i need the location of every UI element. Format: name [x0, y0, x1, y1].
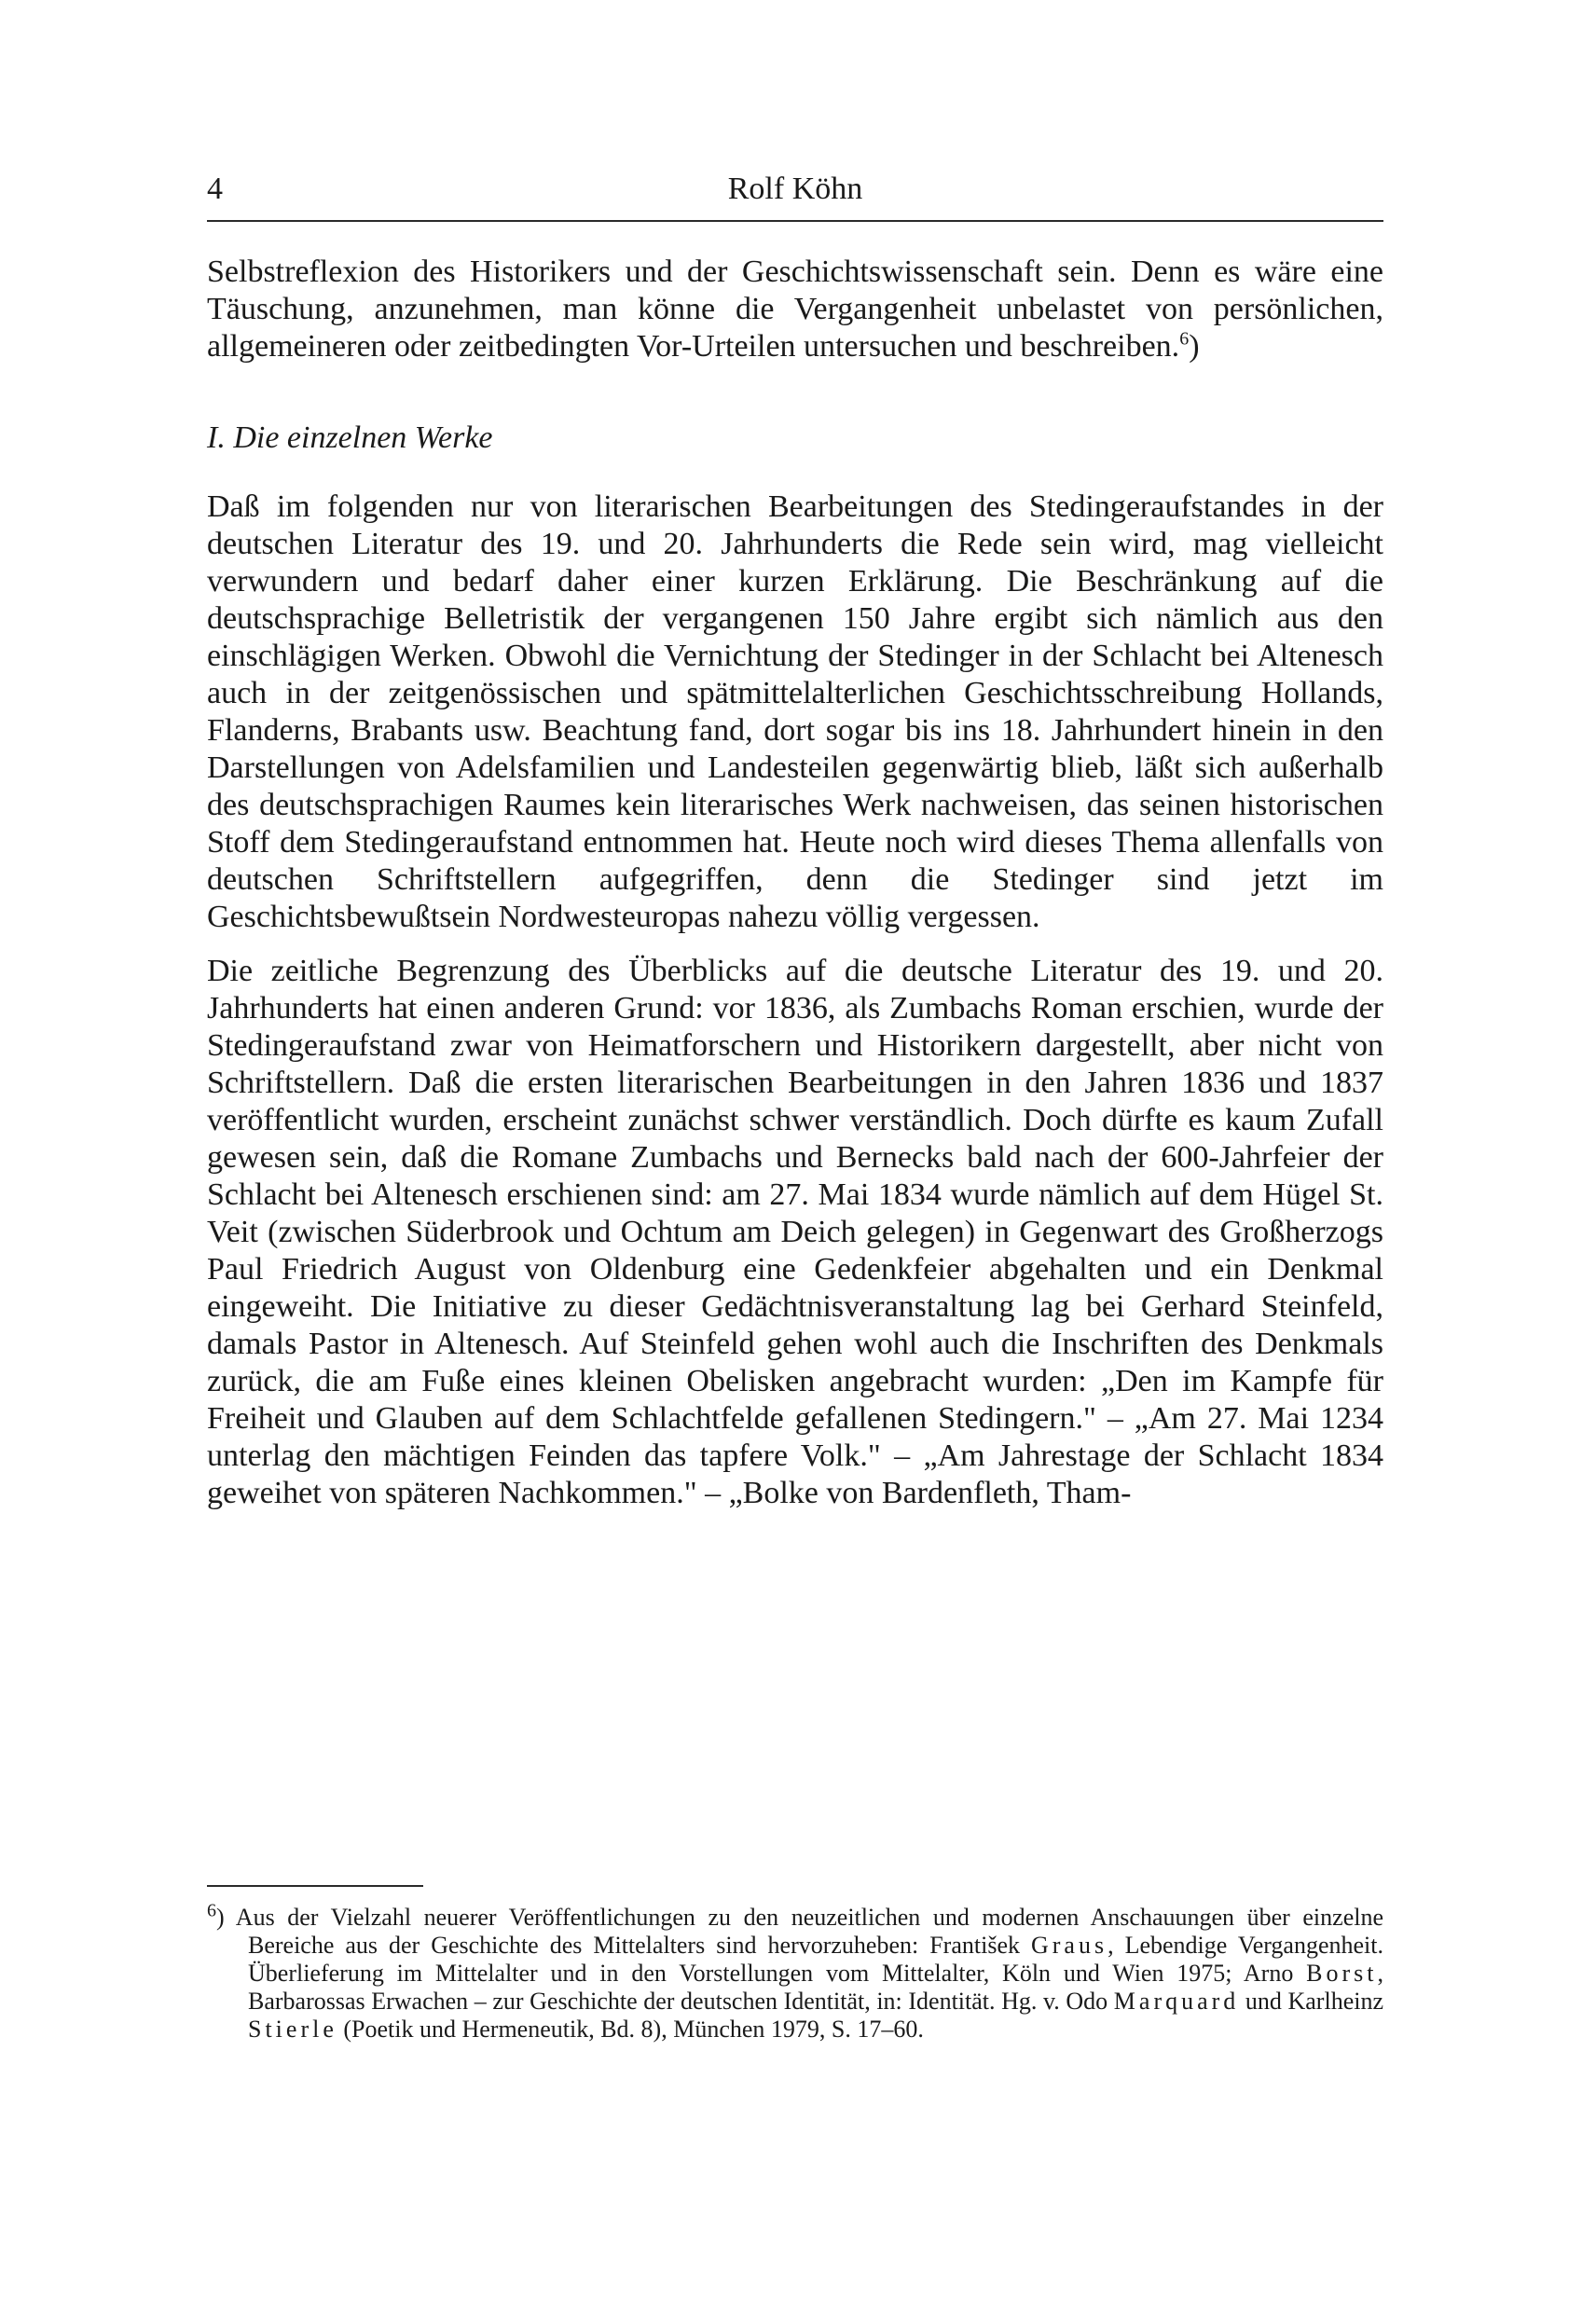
page-header	[207, 166, 1383, 213]
footnote-text-e: (Poetik und Hermeneutik, Bd. 8), München 1979, S. 17–60.	[337, 2016, 924, 2043]
page-number: 4	[207, 172, 223, 206]
footnote-text-d: und Karlheinz	[1239, 1988, 1383, 2015]
footnote-6	[207, 1900, 1384, 2044]
footnote	[207, 1900, 1384, 2044]
footnote-reference-close: )	[1189, 329, 1200, 364]
footnote-text-b: , Lebendige Vergangenheit. Überlieferung im Mittelalter und in den Vorstellungen vom Mittelalter, Köln und Wien 1975; Arno	[248, 1932, 1384, 1987]
footnote-author-marquard: Marquard	[1113, 1988, 1240, 2015]
running-title: Rolf Köhn	[727, 172, 863, 206]
footnote-text-a: Aus der Vielzahl neuerer Veröffentlichungen zu den neuzeitlichen und modernen Anschauungen über einzelne Bereiche aus der Geschichte des Mittelalters sind hervorzuheben: František	[224, 1904, 1383, 1959]
lead-text: Selbstreflexion des Historikers und der Geschichtswissenschaft sein. Denn es wäre eine Täuschung, anzunehmen, man könne die Vergangenheit unbelastet von persönlichen, allgemeineren oder zeitbedingten Vor-Urteilen untersuchen und beschreiben.	[207, 255, 1383, 364]
body-text	[207, 254, 1383, 1529]
footnote-text-c: , Barbarossas Erwachen – zur Geschichte der deutschen Identität, in: Identität. Hg. v. Odo	[248, 1960, 1383, 2015]
footnote-rule	[207, 1885, 423, 1887]
footnote-author-borst: Borst	[1306, 1960, 1378, 1987]
paragraph-2: Die zeitliche Begrenzung des Überblicks auf die deutsche Literatur des 19. und 20. Jahrhunderts hat einen anderen Grund: vor 1836, als Zumbachs Roman erschien, wurde der Stedingeraufstand zwar von Heimatforschern und Historikern dargestellt, aber nicht von Schriftstellern. Daß die ersten literarischen Bearbeitungen in den Jahren 1836 und 1837 veröffentlicht wurden, erscheint zunächst schwer verständlich. Doch dürfte es kaum Zufall gewesen sein, daß die Romane Zumbachs und Bernecks bald nach der 600-Jahrfeier der Schlacht bei Altenesch erschienen sind: am 27. Mai 1834 wurde nämlich auf dem Hügel St. Veit (zwischen Süderbrook und Ochtum am Deich gelegen) in Gegenwart des Großherzogs Paul Friedrich August von Oldenburg eine Gedenkfeier abgehalten und ein Denkmal eingeweiht. Die Initiative zu dieser Gedächtnisveranstaltung lag bei Gerhard Steinfeld, damals Pastor in Altenesch. Auf Steinfeld gehen wohl auch die Inschriften des Denkmals zurück, die am Fuße eines kleinen Obelisken angebracht wurden: „Den im Kampfe für Freiheit und Glauben auf dem Schlachtfelde gefallenen Stedingern." – „Am 27. Mai 1234 unterlag den mächtigen Feinden das tapfere Volk." – „Am Jahrestage der Schlacht 1834 geweihet von späteren Nachkommen." – „Bolke von Bardenfleth, Tham-	[207, 954, 1383, 1510]
header-rule	[207, 220, 1383, 222]
paragraph-1: Daß im folgenden nur von literarischen Bearbeitungen des Stedingeraufstandes in der deutschen Literatur des 19. und 20. Jahrhunderts die Rede sein wird, mag vielleicht verwundern und bedarf daher einer kurzen Erklärung. Die Beschränkung auf die deutschsprachige Belletristik der vergangenen 150 Jahre ergibt sich nämlich aus den einschlägigen Werken. Obwohl die Vernichtung der Stedinger in der Schlacht bei Altenesch auch in der zeitgenössischen und spätmittelalterlichen Geschichtsschreibung Hollands, Flanderns, Brabants usw. Beachtung fand, dort sogar bis ins 18. Jahrhundert hinein in den Darstellungen von Adelsfamilien und Landesteilen gegenwärtig blieb, läßt sich außerhalb des deutschsprachigen Raumes kein literarisches Werk nachweisen, das seinen historischen Stoff dem Stedingeraufstand entnommen hat. Heute noch wird dieses Thema allenfalls von deutschen Schriftstellern aufgegriffen, denn die Stedinger sind jetzt im Geschichtsbewußtsein Nordwesteuropas nahezu völlig vergessen.	[207, 489, 1383, 934]
footnote-marker-close: )	[216, 1904, 225, 1931]
section-heading: I. Die einzelnen Werke	[207, 420, 493, 455]
footnote-marker: 6	[207, 1900, 216, 1921]
lead-paragraph	[207, 254, 1383, 365]
footnote-author-stierle: Stierle	[248, 2016, 337, 2043]
footnote-author-graus: Graus	[1030, 1932, 1108, 1959]
footnote-reference: 6	[1179, 328, 1190, 350]
